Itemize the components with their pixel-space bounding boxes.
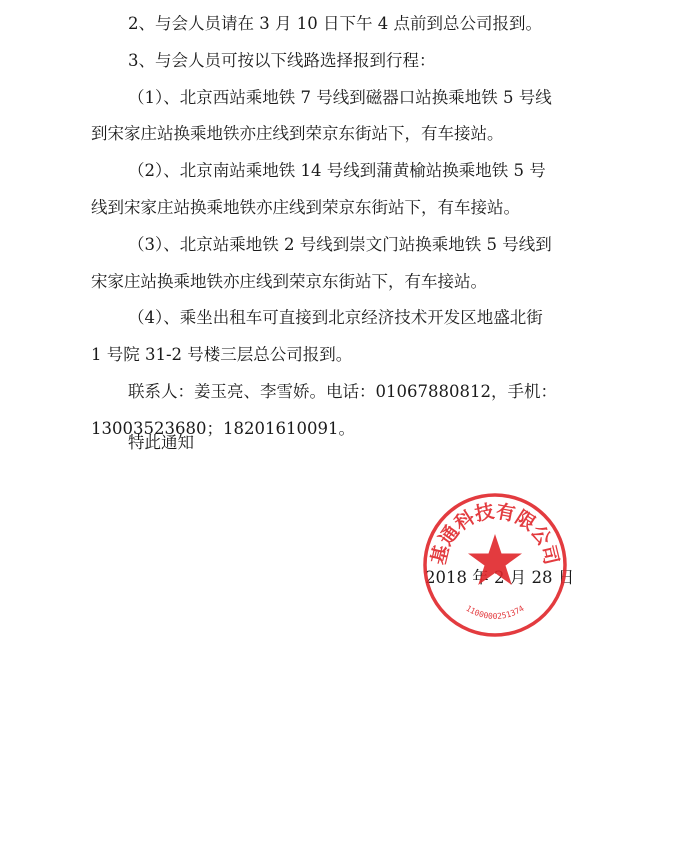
item-2-arrival-time: 2、与会人员请在 3 月 10 日下午 4 点前到总公司报到。 xyxy=(128,14,542,33)
notice-body xyxy=(91,6,611,448)
contact-line-2: 13003523680；18201610091。 xyxy=(91,418,355,438)
item-3-routes-intro: 3、与会人员可按以下线路选择报到行程： xyxy=(128,50,436,70)
closing-remark: 特此通知 xyxy=(128,433,194,452)
route-4-line-2: 1 号院 31-2 号楼三层总公司报到。 xyxy=(91,345,353,365)
seal-star-icon xyxy=(468,534,522,585)
route-3-line-1: （3）、北京站乘地铁 2 号线到崇文门站换乘地铁 5 号线到 xyxy=(128,234,552,254)
seal-company-name: 基通科技有限公司 xyxy=(427,500,563,567)
company-seal-stamp xyxy=(420,490,570,640)
route-3-line-2: 宋家庄站换乘地铁亦庄线到荣京东街站下，有车接站。 xyxy=(91,271,487,291)
contact-line-1: 联系人：姜玉亮、李雪娇。电话：01067880812，手机： xyxy=(128,381,557,401)
route-1-line-2: 到宋家庄站换乘地铁亦庄线到荣京东街站下，有车接站。 xyxy=(91,124,504,144)
signature-date: 2018 年 2 月 28 日 xyxy=(425,568,575,587)
seal-serial-number: 1100000251374 xyxy=(464,603,526,621)
route-1-line-1: （1）、北京西站乘地铁 7 号线到磁器口站换乘地铁 5 号线 xyxy=(128,87,552,107)
route-2-line-1: （2）、北京南站乘地铁 14 号线到蒲黄榆站换乘地铁 5 号 xyxy=(128,161,546,181)
route-2-line-2: 线到宋家庄站换乘地铁亦庄线到荣京东街站下，有车接站。 xyxy=(91,197,520,217)
route-4-line-1: （4）、乘坐出租车可直接到北京经济技术开发区地盛北街 xyxy=(128,308,543,328)
